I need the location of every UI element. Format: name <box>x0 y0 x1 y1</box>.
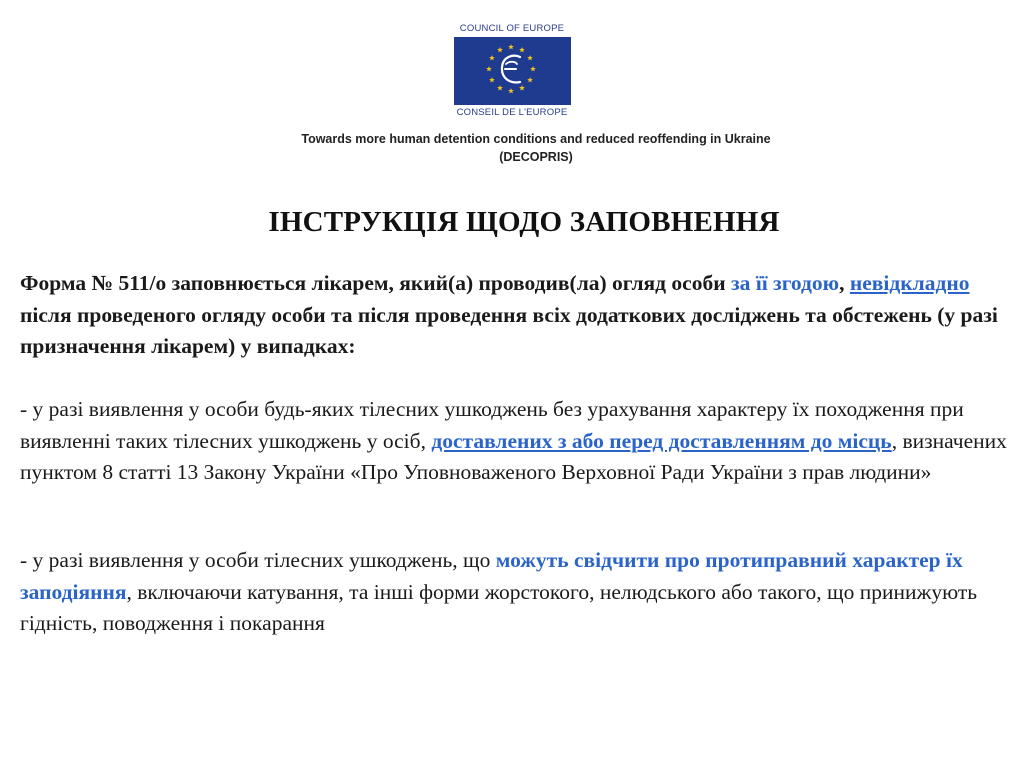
star-icon <box>489 55 495 60</box>
text-run: , визначених пунктом 8 статті 13 Закону України «Про Уповноваженого Верховної Ради України з прав людини» <box>20 428 1007 484</box>
highlight-consent: за її згодою <box>730 271 840 295</box>
text-run: , включаючи катування, та інші форми жорстокого, нелюдського або такого, що принижують гідність, поводження і покарання <box>20 579 978 635</box>
paragraph-case-2 <box>20 545 1010 640</box>
page-heading: ІНСТРУКЦІЯ ЩОДО ЗАПОВНЕННЯ <box>268 206 780 238</box>
star-icon <box>497 47 503 52</box>
text-run: після проведеного огляду особи та після проведення всіх додаткових досліджень та обстежень (у разі призначення лікарем) у випадках: <box>20 302 998 358</box>
star-icon <box>489 77 495 82</box>
star-icon <box>519 85 525 90</box>
logo-emblem-panel <box>454 37 571 105</box>
paragraph-case-1 <box>20 394 1010 489</box>
text-run: - у разі виявлення у особи будь-яких тілесних ушкоджень без урахування характеру їх походження при виявленні таких тілесних ушкоджень у осіб, <box>20 397 964 453</box>
logo-container <box>0 22 1024 120</box>
star-icon <box>527 77 533 82</box>
logo-bottom-text: CONSEIL DE L'EUROPE <box>456 107 568 118</box>
star-icon <box>530 66 536 71</box>
star-icon <box>508 44 514 49</box>
paragraph-form-description <box>20 268 1010 363</box>
highlight-unlawful: можуть свідчити про протиправний характер їх заподіяння <box>20 548 963 604</box>
star-icon <box>486 66 492 71</box>
project-acronym: (DECOPRIS) <box>499 150 573 164</box>
project-title-line: Towards more human detention conditions and reduced reoffending in Ukraine <box>301 132 771 146</box>
star-icon <box>497 85 503 90</box>
star-icon <box>519 47 525 52</box>
highlight-immediately: невідкладно <box>849 271 970 295</box>
text-run: , <box>839 271 850 295</box>
project-title <box>0 130 1024 166</box>
text-run: - у разі виявлення у особи тілесних ушкоджень, що <box>20 548 496 572</box>
text-run: Форма № 511/о заповнюється лікарем, який(а) проводив(ла) огляд особи <box>20 271 731 295</box>
star-icon <box>527 55 533 60</box>
highlight-delivered: доставлених з або перед доставленням до місць <box>431 428 892 453</box>
logo-top-text: COUNCIL OF EUROPE <box>459 23 565 34</box>
council-of-europe-emblem-icon <box>454 37 571 105</box>
council-of-europe-logo <box>454 22 571 120</box>
star-icon <box>508 88 514 93</box>
